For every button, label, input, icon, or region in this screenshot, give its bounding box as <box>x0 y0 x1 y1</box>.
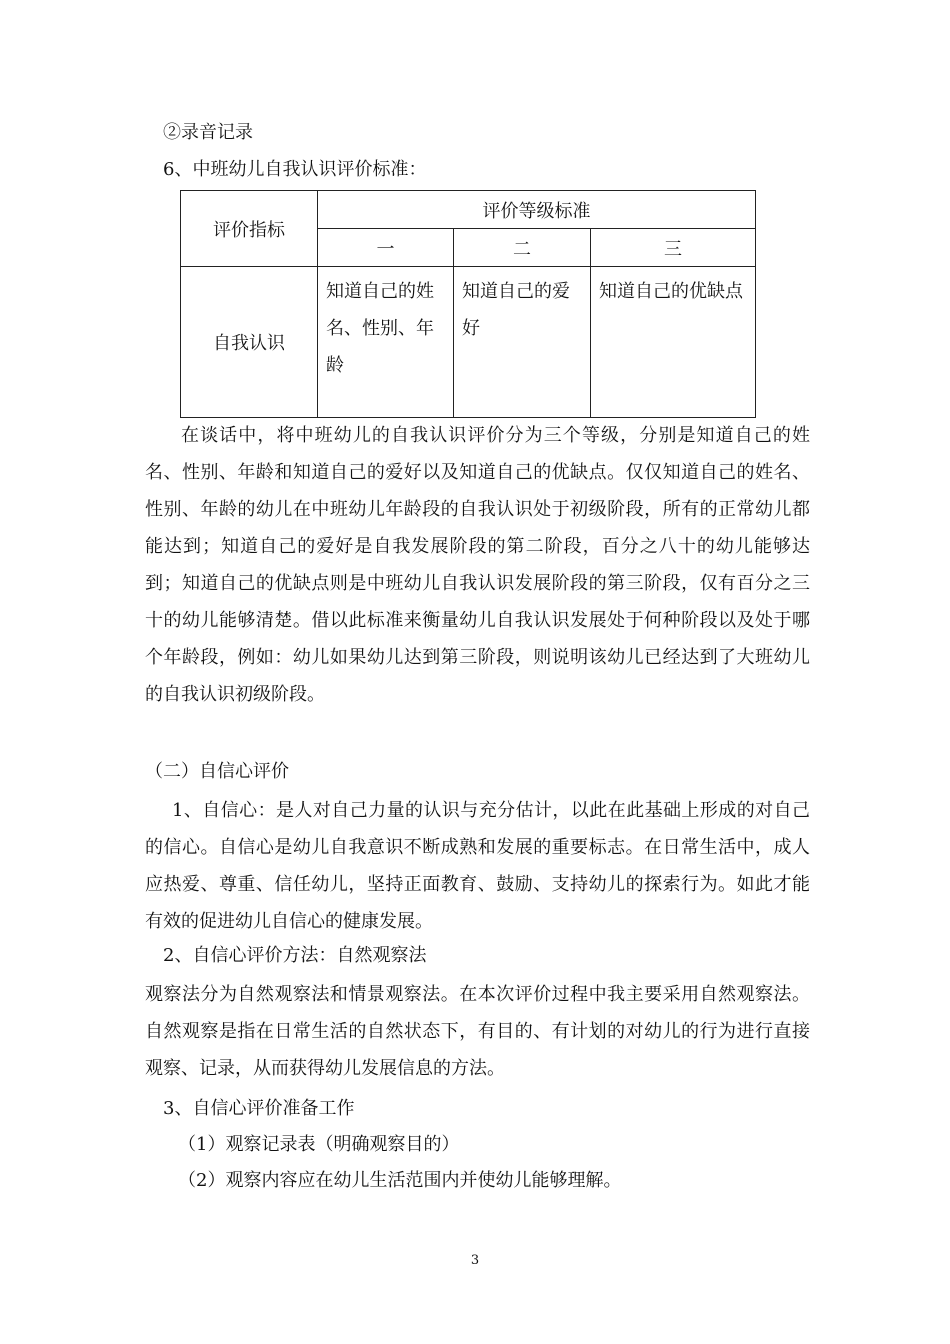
paragraph-self-awareness: 在谈话中，将中班幼儿的自我认识评价分为三个等级，分别是知道自己的姓名、性别、年龄和知道自己的爱好以及知道自己的优缺点。仅仅知道自己的姓名、性别、年龄的幼儿在中班幼儿年龄段的自我认识处于初级阶段，所有的正常幼儿都能达到；知道自己的爱好是自我发展阶段的第二阶段，百分之八十的幼儿能够达到；知道自己的优缺点则是中班幼儿自我认识发展阶段的第三阶段，仅有百分之三十的幼儿能够清楚。借以此标准来衡量幼儿自我认识发展处于何种阶段以及处于哪个年龄段，例如：幼儿如果幼儿达到第三阶段，则说明该幼儿已经达到了大班幼儿的自我认识初级阶段。 <box>145 425 810 705</box>
cell-level-2: 知道自己的爱好 <box>454 267 591 418</box>
row-label: 自我认识 <box>181 267 318 418</box>
level-header: 评价等级标准 <box>318 191 756 229</box>
preparation-item-1: （1）观察记录表（明确观察目的） <box>178 1134 460 1155</box>
evaluation-standard-table <box>180 190 756 418</box>
subsection-heading: （二）自信心评价 <box>145 761 289 782</box>
method-heading: 2、自信心评价方法：自然观察法 <box>163 945 427 966</box>
level-2: 二 <box>454 229 591 267</box>
record-method-item: ②录音记录 <box>163 122 253 143</box>
preparation-item-2: （2）观察内容应在幼儿生活范围内并使幼儿能够理解。 <box>178 1170 622 1191</box>
paragraph-observation-method: 观察法分为自然观察法和情景观察法。在本次评价过程中我主要采用自然观察法。自然观察是指在日常生活的自然状态下，有目的、有计划的对幼儿的行为进行直接观察、记录，从而获得幼儿发展信息的方法。 <box>145 984 810 1079</box>
section-heading: 6、中班幼儿自我认识评价标准： <box>163 159 427 180</box>
cell-level-1: 知道自己的姓名、性别、年龄 <box>318 267 454 418</box>
page-number: 3 <box>470 1253 480 1268</box>
level-1: 一 <box>318 229 454 267</box>
level-3: 三 <box>591 229 756 267</box>
indicator-header: 评价指标 <box>181 191 318 267</box>
preparation-heading: 3、自信心评价准备工作 <box>163 1098 355 1119</box>
cell-level-3: 知道自己的优缺点 <box>591 267 756 418</box>
paragraph-confidence-definition: 1、自信心：是人对自己力量的认识与充分估计，以此在此基础上形成的对自己的信心。自信心是幼儿自我意识不断成熟和发展的重要标志。在日常生活中，成人应热爱、尊重、信任幼儿，坚持正面教育、鼓励、支持幼儿的探索行为。如此才能有效的促进幼儿自信心的健康发展。 <box>145 800 810 932</box>
